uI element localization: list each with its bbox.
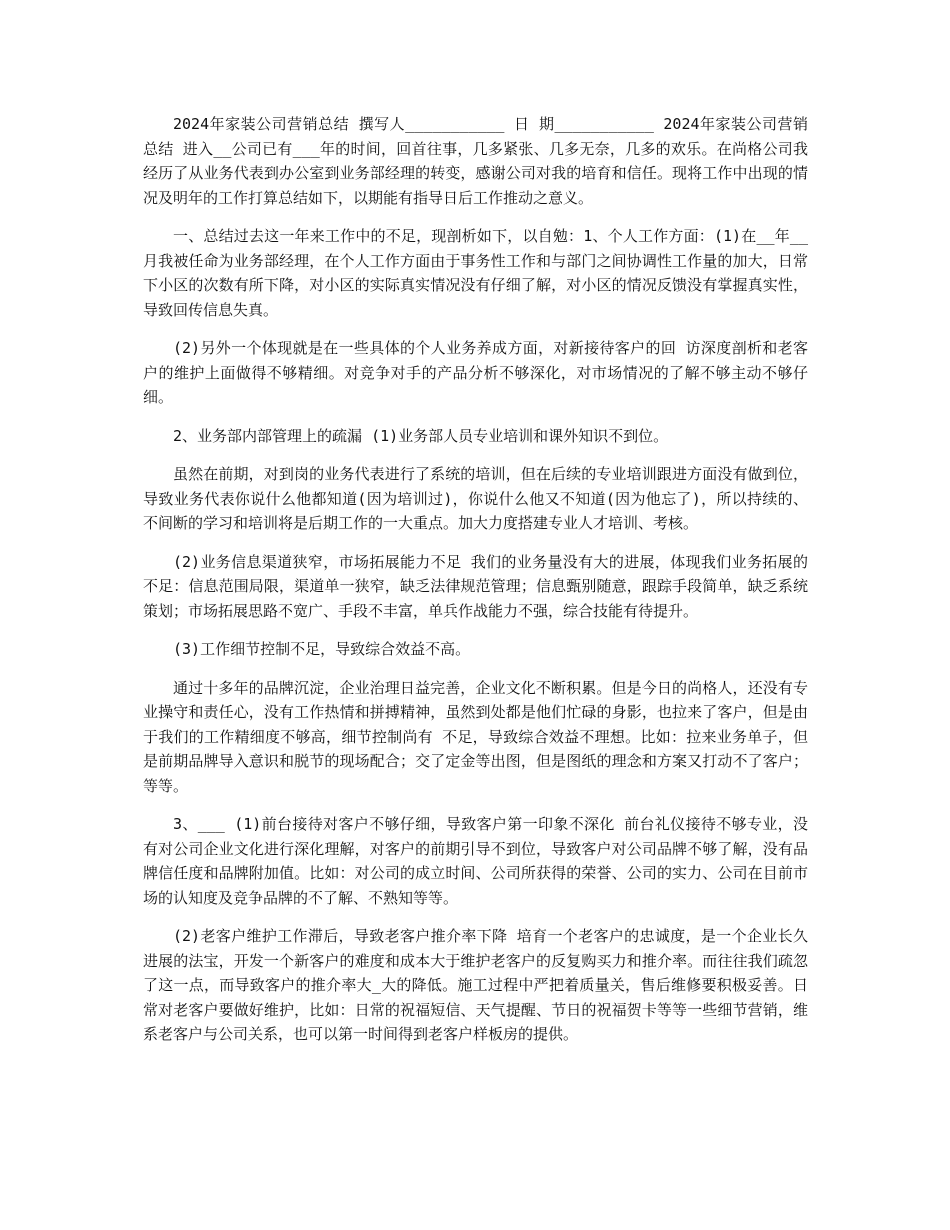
paragraph-section-3-2: (2)老客户维护工作滞后，导致老客户推介率下降 培育一个老客户的忠诚度，是一个企业长久进展的法宝，开发一个新客户的难度和成本大于维护老客户的反复购买力和推介率。而往往我们疏忽了这一点，而导致客户的推介率大_大的降低。施工过程中严把着质量关，售后维修要积极妥善。日常对老客户要做好维护，比如：日常的祝福短信、天气提醒、节日的祝福贺卡等等一些细节营销，维系老客户与公司关系，也可以第一时间得到老客户样板房的提供。 — [143, 927, 808, 1043]
paragraph-section-1-2: (2)另外一个体现就是在一些具体的个人业务养成方面，对新接待客户的回 访深度剖析和老客户的维护上面做得不够精细。对竞争对手的产品分析不够深化，对市场情况的了解不够主动不够仔细。 — [143, 339, 808, 406]
paragraph-section-2-3-detail: 通过十多年的品牌沉淀，企业治理日益完善，企业文化不断积累。但是今日的尚格人，还没有专业操守和责任心，没有工作热情和拼搏精神，虽然到处都是他们忙碌的身影，也拉来了客户，但是由于我们的工作精细度不够高，细节控制尚有 不足，导致综合效益不理想。比如：拉来业务单子，但是前期品牌导入意识和脱节的现场配合；交了定金等出图，但是图纸的理念和方案又打动不了客户；等等。 — [143, 678, 808, 795]
document-body — [143, 112, 808, 1061]
paragraph-section-3: 3、___ (1)前台接待对客户不够仔细，导致客户第一印象不深化 前台礼仪接待不够专业，没有对公司企业文化进行深化理解，对客户的前期引导不到位，导致客户对公司品牌不够了解，没有品牌信任度和品牌附加值。比如：对公司的成立时间、公司所获得的荣誉、公司的实力、公司在目前市场的认知度及竞争品牌的不了解、不熟知等等。 — [143, 815, 808, 907]
paragraph-section-2-detail: 虽然在前期，对到岗的业务代表进行了系统的培训，但在后续的专业培训跟进方面没有做到位，导致业务代表你说什么他都知道(因为培训过)，你说什么他又不知道(因为他忘了)，所以持续的、不间断的学习和培训将是后期工作的一大重点。加大力度搭建专业人才培训、考核。 — [143, 465, 808, 532]
paragraph-intro: 2024年家装公司营销总结 撰写人___________ 日 期___________ 2024年家装公司营销总结 进入__公司已有___年的时间，回首往事，几多紧张、几多无奈，几多的欢乐。在尚格公司我经历了从业务代表到办公室到业务部经理的转变，感谢公司对我的培育和信任。现将工作中出现的情况及明年的工作打算总结如下，以期能有指导日后工作推动之意义。 — [143, 115, 808, 207]
paragraph-section-2-3: (3)工作细节控制不足，导致综合效益不高。 — [173, 640, 471, 658]
paragraph-section-2: 2、业务部内部管理上的疏漏 (1)业务部人员专业培训和课外知识不到位。 — [173, 426, 669, 445]
paragraph-section-2-2: (2)业务信息渠道狭窄，市场拓展能力不足 我们的业务量没有大的进展，体现我们业务拓展的不足：信息范围局限，渠道单一狭窄，缺乏法律规范管理；信息甄别随意，跟踪手段简单，缺乏系统策划；市场拓展思路不宽广、手段不丰富，单兵作战能力不强，综合技能有待提升。 — [143, 552, 808, 620]
paragraph-section-1: 一、总结过去这一年来工作中的不足，现剖析如下，以自勉：1、个人工作方面：(1)在__年__月我被任命为业务部经理，在个人工作方面由于事务性工作和与部门之间协调性工作量的加大，日常下小区的次数有所下降，对小区的实际真实情况没有仔细了解，对小区的情况反馈没有掌握真实性，导致回传信息失真。 — [143, 227, 808, 319]
